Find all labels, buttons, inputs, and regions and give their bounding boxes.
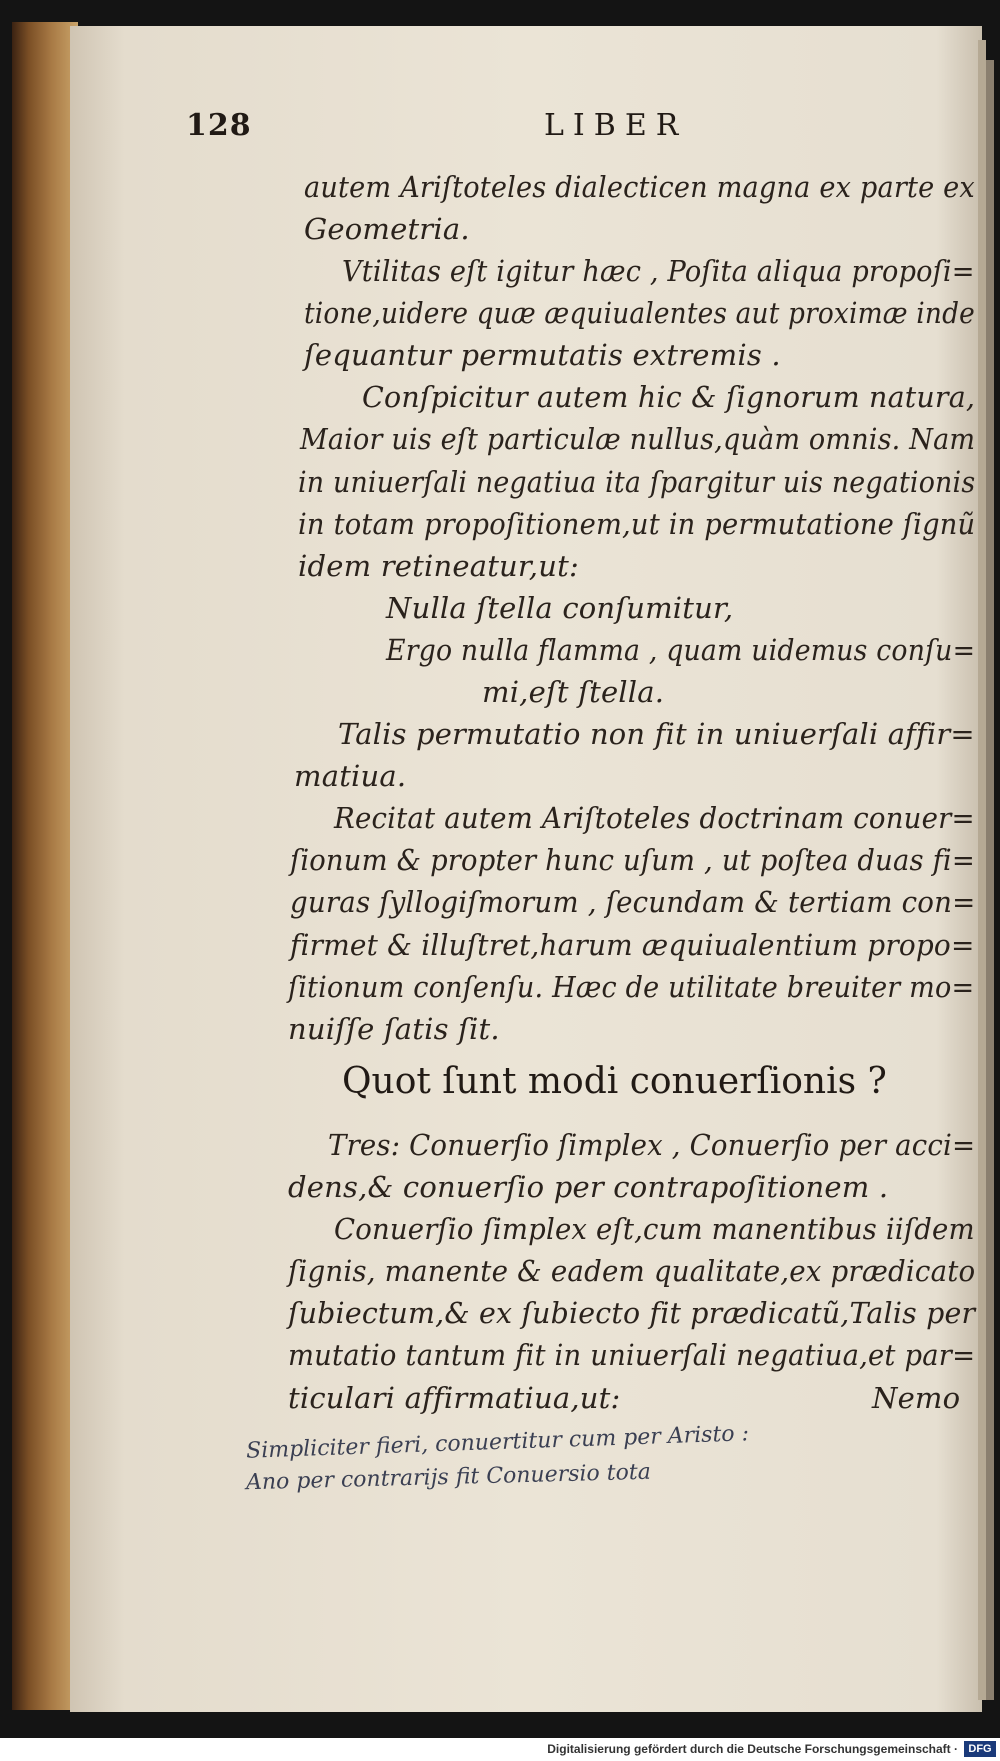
footer-credit: Digitalisierung gefördert durch die Deutsche Forschungsgemeinschaft · — [547, 1742, 958, 1756]
text-line: idem retineatur,ut: — [298, 549, 579, 583]
text-line: autem Ariſtoteles dialecticen magna ex parte ex — [304, 170, 975, 204]
text-line: mi,eſt ſtella. — [482, 675, 665, 709]
question-heading: Quot ſunt modi conuerſionis ? — [342, 1061, 887, 1102]
digitization-footer — [0, 1738, 1000, 1761]
text-line: Maior uis eſt particulæ nullus,quàm omnis. Nam — [300, 422, 976, 456]
text-line: ſionum & propter hunc uſum , ut poſtea duas fi= — [290, 843, 975, 877]
text-line: firmet & illuſtret,harum æquiualentium propo= — [290, 928, 975, 962]
handwritten-note: Simpliciter fieri, conuertitur cum per Aristo : — [245, 1421, 750, 1464]
text-line: Geometria. — [304, 212, 470, 246]
text-line: ticulari affirmatiua,ut: — [288, 1381, 621, 1415]
text-line: Talis permutatio non fit in uniuerſali affir= — [338, 717, 975, 751]
text-line: Ergo nulla flamma , quam uidemus conſu= — [386, 633, 976, 667]
text-line: ſequantur permutatis extremis . — [304, 338, 781, 372]
running-head: LIBER — [544, 108, 688, 143]
text-line: nuiſſe ſatis ſit. — [288, 1012, 500, 1046]
text-line: ſitionum conſenſu. Hæc de utilitate breuiter mo= — [288, 970, 975, 1004]
text-line: guras ſyllogiſmorum , ſecundam & tertiam con= — [290, 885, 976, 919]
text-line: dens,& conuerſio per contrapoſitionem . — [288, 1170, 889, 1204]
catchword: Nemo — [872, 1381, 961, 1415]
text-line: ſubiectum,& ex ſubiecto fit prædicatũ,Talis per — [288, 1296, 976, 1330]
text-line: matiua. — [294, 759, 407, 793]
text-line: Conſpicitur autem hic & ſignorum natura, — [362, 380, 976, 414]
text-line: mutatio tantum fit in uniuerſali negatiua,et par= — [288, 1338, 976, 1372]
page-number: 128 — [186, 108, 252, 143]
text-line: Vtilitas eſt igitur hæc , Poſita aliqua propoſi= — [342, 254, 975, 288]
text-line: Nulla ſtella conſumitur, — [386, 591, 734, 625]
text-line: Conuerſio ſimplex eſt,cum manentibus iiſdem — [334, 1212, 975, 1246]
dfg-logo: DFG — [964, 1741, 996, 1757]
text-line: Recitat autem Ariſtoteles doctrinam conuer= — [334, 801, 975, 835]
handwritten-note: Ano per contrarijs fit Conuersio tota — [245, 1459, 652, 1496]
text-line: in uniuerſali negatiua ita ſpargitur uis negationis — [298, 465, 976, 499]
text-line: tione,uidere quæ æquiualentes aut proximæ inde — [304, 296, 975, 330]
text-line: in totam propoſitionem,ut in permutatione ſignũ — [298, 507, 976, 541]
text-line: Tres: Conuerſio ſimplex , Conuerſio per acci= — [328, 1128, 976, 1162]
text-line: ſignis, manente & eadem qualitate,ex prædicato — [288, 1254, 976, 1288]
